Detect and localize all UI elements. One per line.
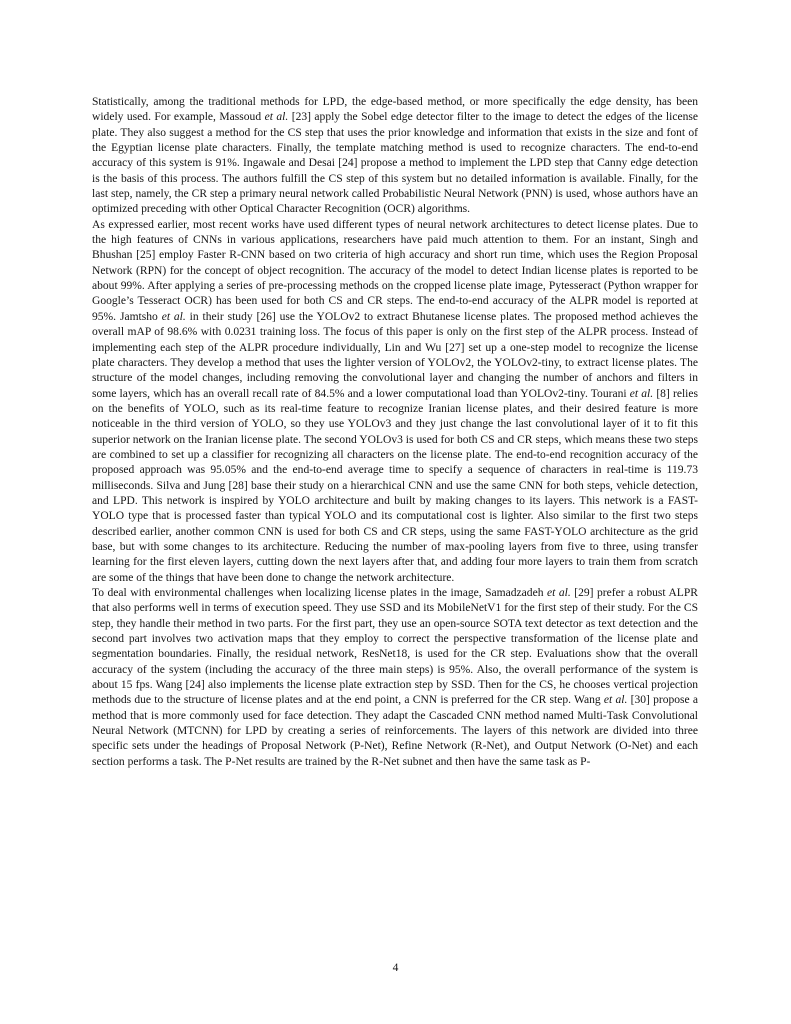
italic-text-run: et al. xyxy=(603,694,628,707)
paragraph-environmental-challenges xyxy=(92,586,698,770)
paragraph-traditional-methods xyxy=(92,95,698,218)
text-run: [29] prefer a robust ALPR that also performs well in terms of execution speed. They use SSD and its MobileNetV1 for the first step of their study. For the CS step, they handle their method in two parts. For the first part, they use an open-source SOTA text detector as text detection and the second part involves two activation maps that they employ to correct the perspective transformation of the license plate and segmentation boundaries. Finally, the residual network, ResNet18, is used for the CR step. Evaluations show that the overall accuracy of the system (including the accuracy of the three main steps) is 95%. Also, the overall performance of the system is about 15 fps. Wang [24] also implements the license plate extraction step by SSD. Then for the CS, he chooses vertical projection methods due to the structure of license plates and at the end point, a CNN is preferred for the CR step. Wang xyxy=(92,587,698,707)
page-number: 4 xyxy=(392,962,399,974)
italic-text-run: et al. xyxy=(629,387,654,400)
text-run: [23] apply the Sobel edge detector filter to the image to detect the edges of the license plate. They also suggest a method for the CS step that uses the prior knowledge and information that exists in the size and font of the Egyptian license plate characters. Finally, the template matching method is used to recognize characters. The end-to-end accuracy of this system is 91%. Ingawale and Desai [24] propose a method to implement the LPD step that Canny edge detection is the basis of this process. The authors fulfill the CS step of this system but no detailed information is available. Finally, for the last step, namely, the CR step a primary neural network called Probabilistic Neural Network (PNN) is used, whose authors have an optimized preceding with other Optical Character Recognition (OCR) algorithms. xyxy=(92,111,698,216)
text-run: To deal with environmental challenges when localizing license plates in the image, Samadzadeh xyxy=(92,587,547,599)
text-run: [30] propose a method that is more commonly used for face detection. They adapt the Cascaded CNN method named Multi-Task Convolutional Neural Network (MTCNN) for LPD by creating a series of reinforcements. The layers of this network are divided into three specific sets under the headings of Proposal Network (P-Net), Refine Network (R-Net), and Output Network (O-Net) and each section performs a task. The P-Net results are trained by the R-Net subnet and then have the same task as P- xyxy=(92,694,699,768)
italic-text-run: et al. xyxy=(547,587,571,599)
text-run: in their study [26] use the YOLOv2 to extract Bhutanese license plates. The proposed method achieves the overall mAP of 98.6% with 0.0231 training loss. The focus of this paper is only on the first step of the ALPR process. Instead of implementing each step of the ALPR procedure individually, Lin and Wu [27] set up a one-step model to recognize the license plate characters. They develop a method that uses the lighter version of YOLOv2, the YOLOv2-tiny, to extract license plates. The structure of the model changes, including removing the convolutional layer and changing the number of anchors and filters in some layers, which has an overall recall rate of 84.5% and a lower computational load than YOLOv2-tiny. Tourani xyxy=(92,310,698,400)
body-text xyxy=(92,95,698,770)
paragraph-neural-network-methods xyxy=(92,218,698,586)
italic-text-run: et al. xyxy=(161,310,186,323)
text-run: As expressed earlier, most recent works have used different types of neural network architectures to detect license plates. Due to the high features of CNNs in various applications, researchers have paid much attention to them. For an instant, Singh and Bhushan [25] employ Faster R-CNN based on two criteria of high accuracy and short run time, which uses the Region Proposal Network (RPN) for the concept of object recognition. The accuracy of the model to detect Indian license plates is reported to be about 99%. After applying a series of pre-processing methods on the cropped license plate image, Pytesseract (Python wrapper for Google’s Tesseract OCR) has been used for both CS and CR steps. The end-to-end accuracy of the ALPR model is reported at 95%. Jamtsho xyxy=(92,218,698,323)
text-run: [8] relies on the benefits of YOLO, such as its real-time feature to recognize Iranian license plates, and their desired feature is more noticeable in the third version of YOLO, so they use YOLOv3 and they just change the last convolutional layer of it to fit this superior network on the Iranian license plate. The second YOLOv3 is used for both CS and CR steps, which means these two steps are combined to set up a classifier for recognizing all characters on the license plate. The end-to-end recognition accuracy of the proposed approach was 95.05% and the end-to-end average time to specify a sequence of characters in real-time is 119.73 milliseconds. Silva and Jung [28] base their study on a hierarchical CNN and use the same CNN for both steps, vehicle detection, and LPD. This network is inspired by YOLO architecture and built by making changes to its layers. This network is a FAST-YOLO type that is processed faster than typical YOLO and its computational cost is lighter. Also similar to the first two steps described earlier, another common CNN is used for both CS and CR steps, using the same FAST-YOLO architecture as the grid base, but with some changes to its architecture. Reducing the number of max-pooling layers from five to three, using transfer learning for the first eleven layers, cutting down the next layers after that, and adding four more layers to train them from scratch are some of the things that have been done to change the network architecture. xyxy=(92,387,698,584)
italic-text-run: et al. xyxy=(264,111,289,124)
text-run: Statistically, among the traditional methods for LPD, the edge-based method, or more specifically the edge density, has been widely used. For example, Massoud xyxy=(92,96,698,124)
